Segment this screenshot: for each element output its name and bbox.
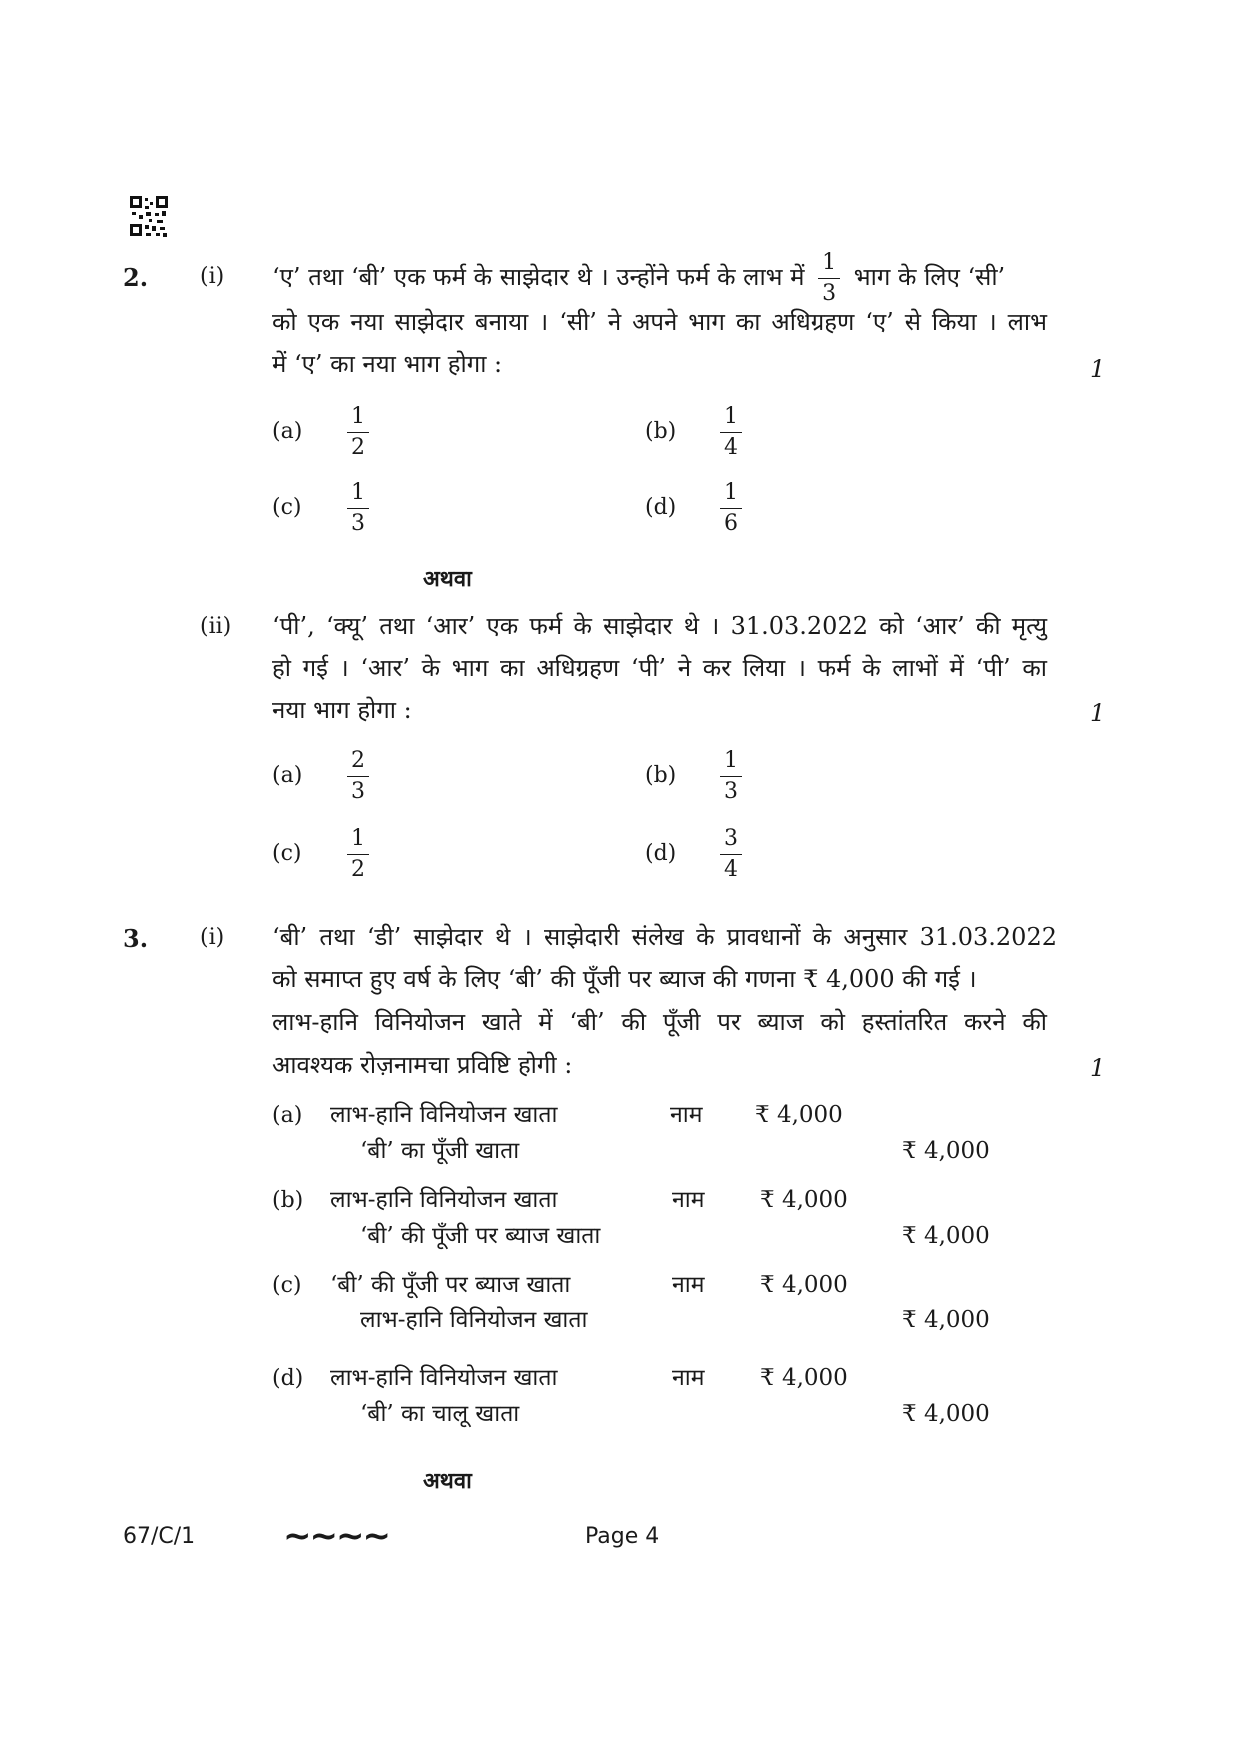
page-number: Page 4 xyxy=(585,1524,660,1549)
frac-numerator: 1 xyxy=(347,478,369,509)
debit-account: लाभ-हानि विनियोजन खाता xyxy=(330,1187,558,1213)
credit-account: ‘बी’ की पूँजी पर ब्याज खाता xyxy=(360,1223,601,1249)
question-text-line: नया भाग होगा : xyxy=(272,696,412,724)
option-fraction xyxy=(347,746,369,807)
question-text-line: ‘पी’, ‘क्यू’ तथा ‘आर’ एक फर्म के साझेदार थे । 31.03.2022 को ‘आर’ की मृत्यु xyxy=(272,612,1047,640)
tilde-mark: ~~~~ xyxy=(283,1516,389,1556)
marks: 1 xyxy=(1090,355,1106,383)
frac-numerator: 1 xyxy=(720,478,742,509)
debit-amount: ₹ 4,000 xyxy=(755,1102,843,1128)
frac-denominator: 3 xyxy=(351,511,365,536)
fraction xyxy=(818,248,840,309)
subpart-label: (i) xyxy=(200,925,225,950)
option-fraction xyxy=(720,402,742,463)
frac-denominator: 3 xyxy=(822,281,837,306)
option-fraction xyxy=(347,824,369,885)
debit-account: लाभ-हानि विनियोजन खाता xyxy=(330,1102,558,1128)
paper-code: 67/C/1 xyxy=(123,1524,196,1549)
option-label: (b) xyxy=(272,1188,304,1213)
option-label: (d) xyxy=(645,495,677,520)
text: भाग के लिए ‘सी’ xyxy=(853,263,1006,291)
credit-amount: ₹ 4,000 xyxy=(902,1307,990,1333)
dr-label: नाम xyxy=(670,1102,703,1128)
option-label: (d) xyxy=(645,841,677,866)
question-text-line: में ‘ए’ का नया भाग होगा : xyxy=(272,350,503,378)
debit-amount: ₹ 4,000 xyxy=(760,1272,848,1298)
frac-numerator: 1 xyxy=(347,824,369,855)
marks: 1 xyxy=(1090,1054,1106,1082)
qr-code xyxy=(130,196,168,238)
option-fraction xyxy=(347,478,369,539)
debit-account: लाभ-हानि विनियोजन खाता xyxy=(330,1365,558,1391)
credit-account: ‘बी’ का पूँजी खाता xyxy=(360,1138,520,1164)
question-text-line: आवश्यक रोज़नामचा प्रविष्टि होगी : xyxy=(272,1051,573,1079)
frac-denominator: 3 xyxy=(351,779,365,804)
option-fraction xyxy=(347,402,369,463)
subpart-label: (ii) xyxy=(200,614,232,639)
credit-account: ‘बी’ का चालू खाता xyxy=(360,1401,520,1427)
option-label: (c) xyxy=(272,495,302,520)
option-fraction xyxy=(720,824,742,885)
dr-label: नाम xyxy=(672,1365,705,1391)
text: ‘ए’ तथा ‘बी’ एक फर्म के साझेदार थे । उन्होंने फर्म के लाभ में xyxy=(272,263,805,291)
question-number: 3. xyxy=(123,924,149,953)
debit-amount: ₹ 4,000 xyxy=(760,1187,848,1213)
subpart-label: (i) xyxy=(200,264,225,289)
option-fraction xyxy=(720,478,742,539)
frac-denominator: 2 xyxy=(351,857,365,882)
frac-numerator: 1 xyxy=(720,402,742,433)
question-text-line: को एक नया साझेदार बनाया । ‘सी’ ने अपने भाग का अधिग्रहण ‘ए’ से किया । लाभ xyxy=(272,308,1047,336)
marks: 1 xyxy=(1090,699,1106,727)
dr-label: नाम xyxy=(672,1187,705,1213)
or-separator: अथवा xyxy=(423,566,472,592)
debit-amount: ₹ 4,000 xyxy=(760,1365,848,1391)
option-label: (d) xyxy=(272,1366,304,1391)
frac-numerator: 1 xyxy=(720,746,742,777)
option-label: (b) xyxy=(645,763,677,788)
question-text-line xyxy=(272,248,1062,309)
question-text-line: हो गई । ‘आर’ के भाग का अधिग्रहण ‘पी’ ने कर लिया । फर्म के लाभों में ‘पी’ का xyxy=(272,654,1047,682)
or-separator: अथवा xyxy=(423,1468,472,1494)
credit-amount: ₹ 4,000 xyxy=(902,1223,990,1249)
credit-amount: ₹ 4,000 xyxy=(902,1401,990,1427)
dr-label: नाम xyxy=(672,1272,705,1298)
frac-numerator: 2 xyxy=(347,746,369,777)
option-label: (c) xyxy=(272,841,302,866)
credit-account: लाभ-हानि विनियोजन खाता xyxy=(360,1307,588,1333)
frac-denominator: 4 xyxy=(724,435,738,460)
question-text-line: लाभ-हानि विनियोजन खाते में ‘बी’ की पूँजी पर ब्याज को हस्तांतरित करने की xyxy=(272,1008,1047,1036)
debit-account: ‘बी’ की पूँजी पर ब्याज खाता xyxy=(330,1272,571,1298)
question-number: 2. xyxy=(123,263,149,292)
frac-denominator: 2 xyxy=(351,435,365,460)
option-label: (a) xyxy=(272,763,303,788)
option-label: (a) xyxy=(272,1103,303,1128)
frac-denominator: 3 xyxy=(724,779,738,804)
question-text-line: को समाप्त हुए वर्ष के लिए ‘बी’ की पूँजी पर ब्याज की गणना ₹ 4,000 की गई । xyxy=(272,965,977,993)
option-label: (c) xyxy=(272,1273,302,1298)
option-label: (a) xyxy=(272,419,303,444)
option-fraction xyxy=(720,746,742,807)
frac-numerator: 1 xyxy=(347,402,369,433)
credit-amount: ₹ 4,000 xyxy=(902,1138,990,1164)
frac-denominator: 4 xyxy=(724,857,738,882)
frac-denominator: 6 xyxy=(724,511,738,536)
question-text-line: ‘बी’ तथा ‘डी’ साझेदार थे । साझेदारी संलेख के प्रावधानों के अनुसार 31.03.2022 xyxy=(272,923,1057,951)
option-label: (b) xyxy=(645,419,677,444)
frac-numerator: 3 xyxy=(720,824,742,855)
frac-numerator: 1 xyxy=(818,248,840,279)
